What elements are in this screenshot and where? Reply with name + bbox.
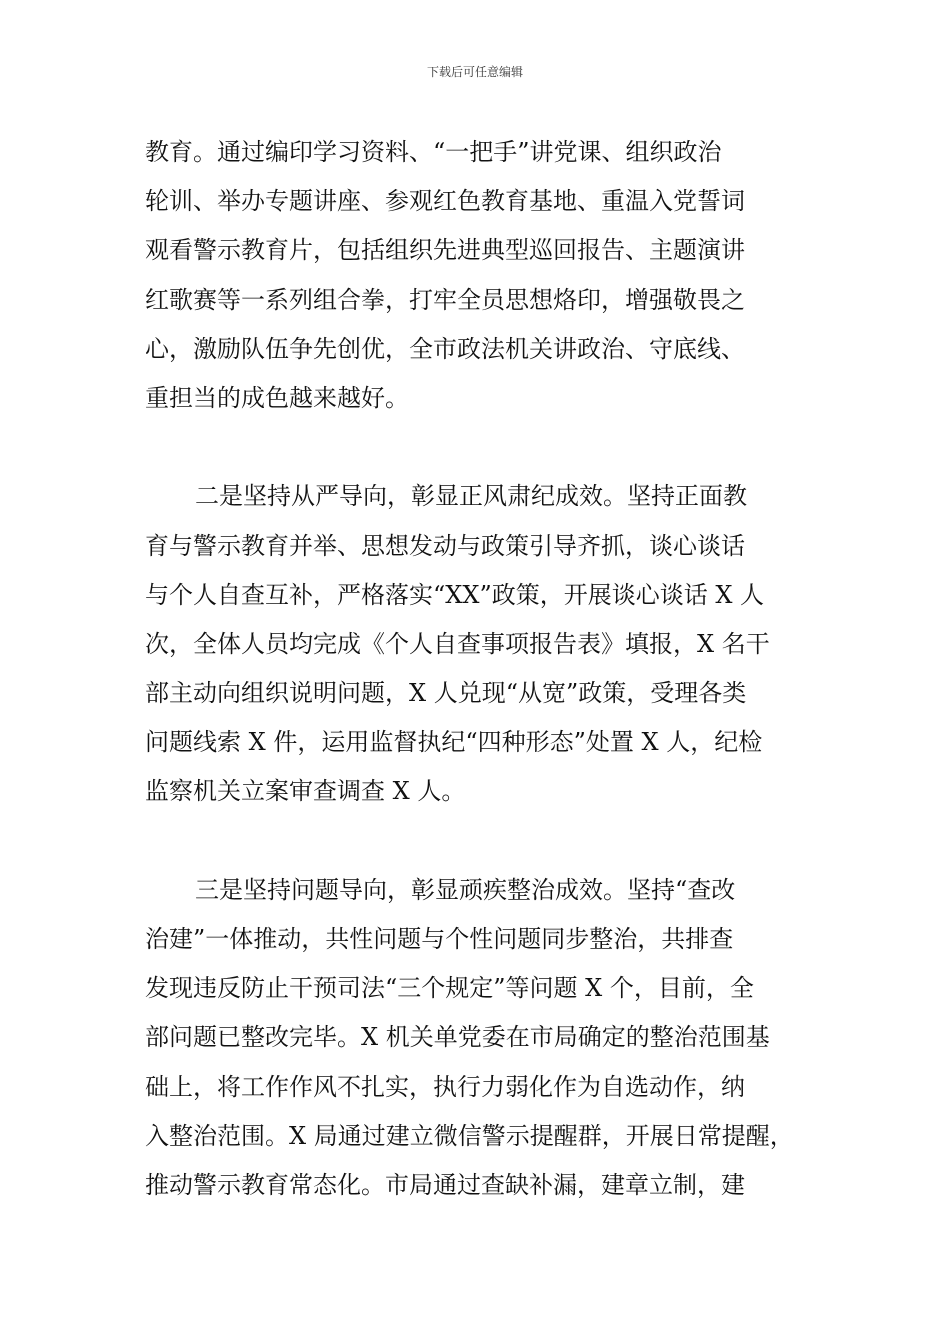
text-line: 心，激励队伍争先创优，全市政法机关讲政治、守底线、 bbox=[145, 334, 745, 363]
text-line: 与个人自查互补，严格落实“XX”政策，开展谈心谈话 X 人 bbox=[145, 580, 765, 609]
text-line: 观看警示教育片，包括组织先进典型巡回报告、主题演讲 bbox=[145, 236, 745, 265]
paragraph-spacer bbox=[145, 817, 825, 866]
paragraph-problem-rectification bbox=[145, 866, 825, 1210]
text-line: 部主动向组织说明问题，X 人兑现“从宽”政策，受理各类 bbox=[145, 679, 747, 708]
page-header: 下载后可任意编辑 bbox=[426, 65, 523, 79]
text-line: 发现违反防止干预司法“三个规定”等问题 X 个，目前，全 bbox=[145, 974, 754, 1003]
document-body bbox=[145, 128, 825, 1210]
paragraph-education bbox=[145, 128, 825, 423]
text-line: 轮训、举办专题讲座、参观红色教育基地、重温入党誓词 bbox=[145, 187, 745, 216]
text-line: 入整治范围。X 局通过建立微信警示提醒群，开展日常提醒， bbox=[145, 1121, 794, 1150]
text-line: 础上，将工作作风不扎实，执行力弱化作为自选动作，纳 bbox=[145, 1072, 745, 1101]
text-line: 教育。通过编印学习资料、“一把手”讲党课、组织政治 bbox=[145, 138, 722, 166]
text-line: 重担当的成色越来越好。 bbox=[145, 383, 409, 412]
paragraph-spacer bbox=[145, 423, 825, 472]
text-line: 部问题已整改完毕。X 机关单党委在市局确定的整治范围基 bbox=[145, 1023, 770, 1052]
text-line: 二是坚持从严导向，彰显正风肃纪成效。坚持正面教 bbox=[195, 482, 747, 511]
text-line: 次，全体人员均完成《个人自查事项报告表》填报，X 名干 bbox=[145, 629, 770, 658]
text-line: 治建”一体推动，共性问题与个性问题同步整治，共排查 bbox=[145, 925, 734, 953]
text-line: 监察机关立案审查调查 X 人。 bbox=[145, 777, 466, 806]
text-line: 问题线索 X 件，运用监督执纪“四种形态”处置 X 人，纪检 bbox=[145, 728, 763, 757]
text-line: 推动警示教育常态化。市局通过查缺补漏，建章立制，建 bbox=[145, 1170, 745, 1199]
text-line: 红歌赛等一系列组合拳，打牢全员思想烙印，增强敬畏之 bbox=[145, 285, 745, 314]
text-line: 育与警示教育并举、思想发动与政策引导齐抓，谈心谈话 bbox=[145, 531, 745, 560]
paragraph-strict-discipline bbox=[145, 472, 825, 816]
text-line: 三是坚持问题导向，彰显顽疾整治成效。坚持“查改 bbox=[195, 875, 736, 904]
